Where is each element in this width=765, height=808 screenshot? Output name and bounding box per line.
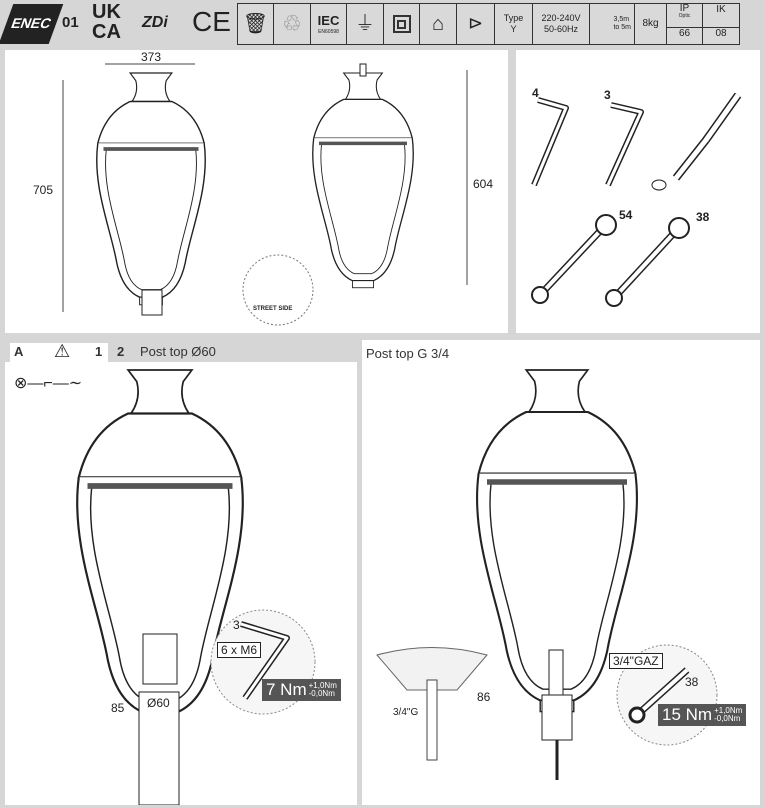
hex-key-4-label: 4 (532, 86, 539, 100)
gaz-thread-label: 3/4"GAZ (609, 653, 663, 669)
tools-drawing (516, 50, 760, 333)
earth-ground-icon: ⏚ (347, 4, 384, 44)
connection-type-icon: Type Y (495, 4, 533, 44)
post-top-g34-drawing (362, 340, 760, 805)
thread-label: 3/4"G (393, 707, 419, 718)
ip-rating: IP Optic 66 (667, 4, 703, 44)
torque-badge: 7 Nm +1,0Nm -0,0Nm (262, 679, 341, 701)
tools-panel (516, 50, 760, 333)
mounting-height-spec: 3,5m to 5m (590, 4, 635, 44)
spec-icons (237, 3, 740, 45)
enec-logo: ENEC (0, 4, 63, 44)
certification-header (0, 0, 765, 48)
weee-bin-icon: 🗑 (238, 4, 274, 44)
hex-size-label: 3 (233, 618, 240, 632)
post-top-g34-title: Post top G 3/4 (366, 346, 450, 361)
post-top-60-drawing (5, 362, 357, 805)
street-side-label: STREET SIDE (253, 306, 293, 312)
wrench-size-label: 38 (685, 675, 699, 689)
class-ii-icon (384, 4, 420, 44)
total-height-dimension: 705 (33, 183, 54, 197)
ukca-logo: UK CA (92, 1, 121, 43)
power-off-switch-icon: ⊗—⌐—∼ (14, 375, 83, 392)
post-top-g34-panel (362, 340, 760, 805)
depth-dimension-85: 85 (111, 701, 125, 715)
recycle-icon: ♲ (274, 4, 311, 44)
width-dimension: 373 (141, 50, 162, 64)
post-top-60-title: Post top Ø60 (140, 344, 216, 359)
step-2-label: 2 (117, 344, 125, 359)
screw-spec-label: 6 x M6 (217, 642, 261, 658)
warning-triangle-icon: ⚠ (54, 341, 71, 361)
zdi-logo: ZDi (142, 14, 168, 31)
depth-dimension-86: 86 (477, 690, 491, 704)
enec-number: 01 (62, 14, 79, 31)
diameter-dimension: Ø60 (147, 696, 170, 710)
iec-standard: IEC EN60598 (311, 4, 347, 44)
hex-key-3-label: 3 (604, 88, 611, 102)
ik-rating: IK 08 (703, 4, 739, 44)
post-top-60-panel (5, 362, 357, 805)
wrench-54-label: 54 (619, 208, 633, 222)
indoor-outdoor-house-icon: ⌂ (420, 4, 457, 44)
dimension-drawing (5, 50, 508, 333)
step-1-label: 1 (95, 344, 103, 359)
safety-warning-box (10, 343, 108, 400)
voltage-spec: 220-240V 50-60Hz (533, 4, 590, 44)
wrench-38-label: 38 (696, 210, 710, 224)
body-height-dimension: 604 (473, 177, 494, 191)
weight-spec: 8kg (635, 4, 667, 44)
led-driver-icon: ⊳ (457, 4, 495, 44)
ce-logo: CE (192, 6, 231, 37)
dimensions-panel (5, 50, 508, 333)
torque-badge: 15 Nm +1,0Nm -0,0Nm (658, 704, 746, 726)
step-a-label: A (14, 344, 24, 359)
